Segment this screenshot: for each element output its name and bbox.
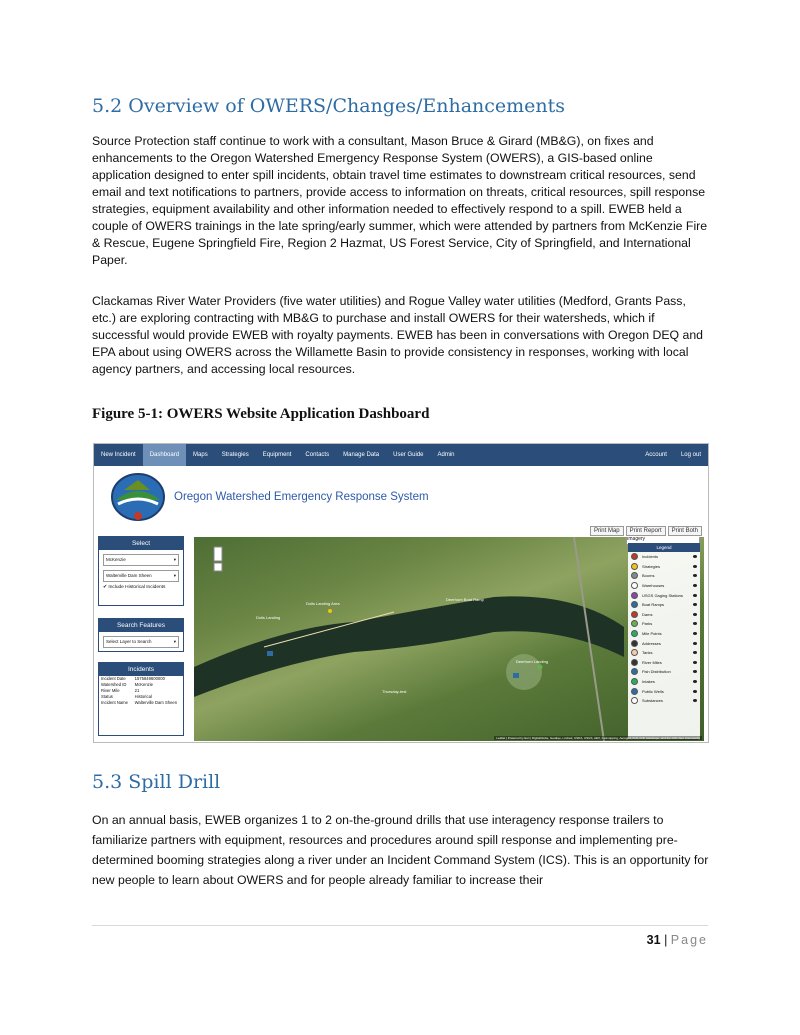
legend-label: Strategies — [642, 563, 661, 569]
satellite-map[interactable] — [194, 537, 704, 741]
incidents-panel — [98, 662, 184, 736]
nav-contacts[interactable]: Contacts — [305, 452, 330, 458]
legend-label: River Miles — [642, 659, 662, 665]
page-footer — [647, 933, 708, 947]
historical-checkbox[interactable]: ✔ Include Historical Incidents — [103, 585, 166, 590]
chevron-down-icon: ▾ — [173, 557, 176, 562]
map-attribution: Leaflet | Powered by Esri | DigitalGlobe, GeoEye, i-cubed, USDA, USGS, AEX, Getmapping, Aerogrid, IGN, IGP, swisstopo, and the GIS User Community — [496, 736, 700, 740]
chevron-down-icon: ▾ — [173, 639, 176, 644]
eye-icon[interactable] — [693, 632, 697, 635]
legend-label: Warehouses — [642, 583, 665, 589]
select-panel — [98, 536, 184, 606]
map-label: Deerhorn Landing — [516, 659, 549, 664]
nav-logout[interactable]: Log out — [680, 452, 701, 458]
nav-new-incident[interactable]: New Incident — [101, 452, 136, 458]
legend-swatch-icon — [631, 668, 638, 675]
table-row: Incident Date 1575849600000 — [101, 676, 165, 681]
legend-swatch-icon — [631, 649, 638, 656]
legend-item[interactable] — [628, 590, 700, 600]
eye-icon[interactable] — [693, 555, 697, 558]
legend-swatch-icon — [631, 630, 638, 637]
legend-swatch-icon — [631, 563, 638, 570]
app-title: Oregon Watershed Emergency Response System — [174, 491, 429, 503]
search-panel — [98, 618, 184, 652]
legend-item[interactable] — [628, 696, 700, 706]
legend-swatch-icon — [631, 659, 638, 666]
watershed-select[interactable]: McKenzie ▾ — [103, 554, 179, 566]
eye-icon[interactable] — [693, 661, 697, 664]
legend-item[interactable] — [628, 658, 700, 668]
page-word: Page — [670, 933, 708, 947]
legend-item[interactable] — [628, 610, 700, 620]
legend-label: Mile Points — [642, 631, 662, 637]
eye-icon[interactable] — [693, 603, 697, 606]
legend-item[interactable] — [628, 667, 700, 677]
search-layer-select[interactable]: Select Layer to Search ▾ — [103, 636, 179, 648]
table-row: River Mile 21 — [101, 688, 140, 693]
legend-label: Substances — [642, 698, 663, 704]
print-both-button[interactable]: Print Both — [668, 526, 702, 536]
footer-separator: | — [664, 933, 668, 947]
legend-label: Dams — [642, 611, 653, 617]
section-heading-5-3: 5.3 Spill Drill — [92, 771, 221, 793]
figure-caption: Figure 5-1: OWERS Website Application Dashboard — [92, 406, 430, 422]
legend-label: Tanks — [642, 650, 653, 656]
legend-swatch-icon — [631, 611, 638, 618]
legend-swatch-icon — [631, 572, 638, 579]
eye-icon[interactable] — [693, 594, 697, 597]
legend-label: Booms — [642, 573, 655, 579]
eye-icon[interactable] — [693, 565, 697, 568]
legend-label: Boat Ramps — [642, 602, 665, 608]
legend-swatch-icon — [631, 678, 638, 685]
imagery-select[interactable]: Imagery — [626, 537, 700, 545]
nav-maps[interactable]: Maps — [193, 452, 208, 458]
legend-swatch-icon — [631, 640, 638, 647]
legend-swatch-icon — [631, 592, 638, 599]
legend-label: Addresses — [642, 640, 661, 646]
legend-label: Incidents — [642, 554, 659, 560]
legend-item[interactable] — [628, 686, 700, 696]
legend-item[interactable] — [628, 571, 700, 581]
legend-item[interactable] — [628, 677, 700, 687]
map-label: Thursday-test — [382, 689, 407, 694]
point-select[interactable]: Walterville Dam Sheen ▾ — [103, 570, 179, 582]
legend-swatch-icon — [631, 553, 638, 560]
eye-icon[interactable] — [693, 622, 697, 625]
print-buttons — [590, 526, 702, 536]
legend-label: Fish Distribution — [642, 669, 671, 675]
legend-label: Intakes — [642, 679, 655, 685]
search-panel-title: Search Features — [99, 619, 183, 632]
print-report-button[interactable]: Print Report — [626, 526, 666, 536]
eye-icon[interactable] — [693, 690, 697, 693]
legend-item[interactable] — [628, 629, 700, 639]
legend-title: Legend — [628, 543, 700, 552]
eye-icon[interactable] — [693, 613, 697, 616]
legend-swatch-icon — [631, 697, 638, 704]
nav-account[interactable]: Account — [645, 452, 667, 458]
print-map-button[interactable]: Print Map — [590, 526, 624, 536]
nav-dashboard[interactable]: Dashboard — [143, 444, 186, 466]
legend-item[interactable] — [628, 562, 700, 572]
nav-strategies[interactable]: Strategies — [221, 452, 249, 458]
map-label: Deerhorn Boat Ramp — [446, 597, 484, 602]
map-legend — [628, 543, 700, 739]
legend-label: Parks — [642, 621, 653, 627]
owers-logo-icon — [110, 472, 166, 522]
table-row: Watershed ID McKenzie — [101, 682, 154, 687]
map-label: Dolls Landing — [256, 615, 281, 620]
eye-icon[interactable] — [693, 642, 697, 645]
legend-item[interactable] — [628, 619, 700, 629]
paragraph-owers-overview: Source Protection staff continue to work with a consultant, Mason Bruce & Girard (MB&G), on fixes and enhancements to the Oregon Watershed Emergency Response System (OWERS), a GIS-based online application designed to enter spill incidents, obtain travel time estimates to downstream critical resources, send email and text notifications to partners, provide access to information on threats, critical resources, spill response strategies, equipment availability and other information needed to effectively respond to a spill. EWEB held a couple of OWERS trainings in the late spring/early summer, which were attended by partners from McKenzie Fire & Rescue, Eugene Springfield Fire, Region 2 Hazmat, US Forest Service, City of Springfield, and International Paper. — [92, 134, 708, 267]
eye-icon[interactable] — [693, 699, 697, 702]
nav-manage-data[interactable]: Manage Data — [343, 452, 380, 458]
select-panel-title: Select — [99, 537, 183, 550]
legend-label: USGS Gaging Stations — [642, 592, 683, 598]
eye-icon[interactable] — [693, 584, 697, 587]
paragraph-owers-expansion: Clackamas River Water Providers (five water utilities) and Rogue Valley water utilities (Medford, Grants Pass, etc.) are exploring contracting with MB&G to purchase and install OWERS for their watersheds, which if successful would provide EWEB with royalty payments. EWEB has been in conversations with Oregon DEQ and EPA about using OWERS across the Willamette Basin to provide consistency in responses, working with local agency partners, and accessing local resources. — [92, 294, 704, 376]
table-row: Incident Name Walterville Dam Sheen — [101, 700, 178, 705]
page-number: 31 — [646, 933, 661, 947]
eye-icon[interactable] — [693, 680, 697, 683]
legend-item[interactable] — [628, 552, 700, 562]
nav-equipment[interactable]: Equipment — [262, 452, 292, 458]
legend-swatch-icon — [631, 582, 638, 589]
app-nav-bar — [94, 444, 708, 466]
legend-swatch-icon — [631, 601, 638, 608]
legend-label: Public Wells — [642, 688, 664, 694]
owers-dashboard-screenshot — [93, 443, 709, 743]
eye-icon[interactable] — [693, 574, 697, 577]
app-header — [110, 472, 429, 522]
incidents-table — [99, 676, 183, 706]
eye-icon[interactable] — [693, 670, 697, 673]
map-label: Dolls Landing Area — [306, 601, 340, 606]
nav-user-guide[interactable]: User Guide — [393, 452, 424, 458]
paragraph-spill-drill: On an annual basis, EWEB organizes 1 to 2 on-the-ground drills that use interagency response trailers to familiarize partners with equipment, resources and procedures around spill response and implementing pre-determined booming strategies along a river under an Incident Command System (ICS). This is an opportunity for new people to learn about OWERS and for people already familiar to increase their — [92, 813, 709, 887]
section-heading-5-2: 5.2 Overview of OWERS/Changes/Enhancements — [92, 95, 566, 117]
nav-admin[interactable]: Admin — [437, 452, 455, 458]
legend-item[interactable] — [628, 638, 700, 648]
legend-item[interactable] — [628, 581, 700, 591]
legend-swatch-icon — [631, 620, 638, 627]
eye-icon[interactable] — [693, 651, 697, 654]
chevron-down-icon: ▾ — [173, 573, 176, 578]
legend-item[interactable] — [628, 648, 700, 658]
footer-divider — [92, 925, 708, 926]
legend-item[interactable] — [628, 600, 700, 610]
table-row: Status Historical — [101, 694, 152, 699]
incidents-panel-title: Incidents — [99, 663, 183, 676]
legend-swatch-icon — [631, 688, 638, 695]
